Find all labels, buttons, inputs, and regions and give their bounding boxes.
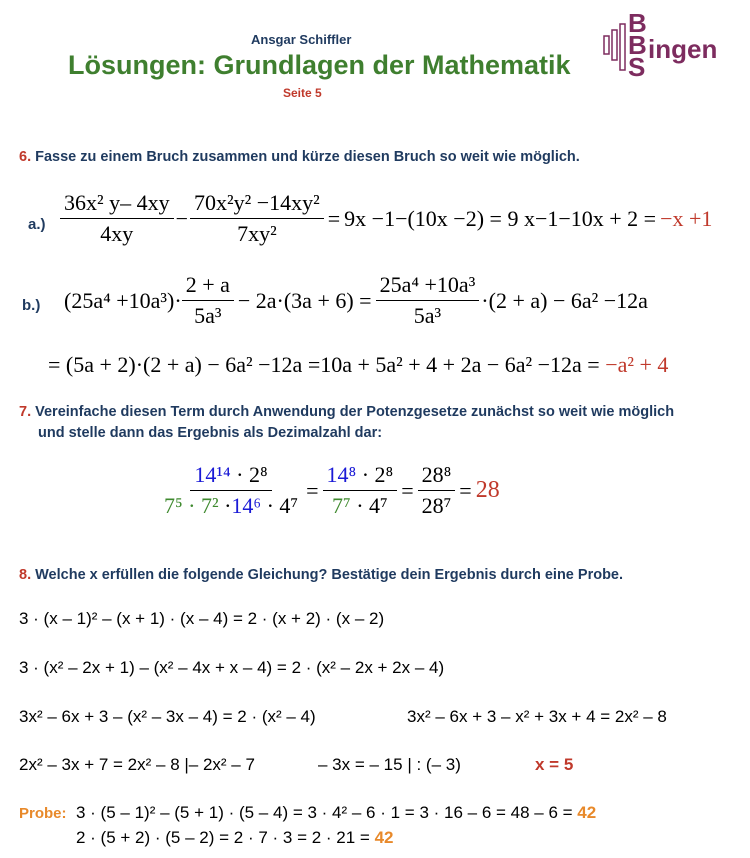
probe-steps-1: 3 · (5 – 1)² – (5 + 1) · (5 – 4) = 3 · 4² – 6 · 1 = 3 · 16 – 6 = 48 – 6 = — [76, 803, 573, 822]
part-b-line-2 — [48, 352, 668, 378]
solution-x: x = 5 — [535, 755, 574, 774]
author: Ansgar Schiffler — [251, 32, 352, 47]
task-7-equation: $\frac{\text{14¹⁴ · 2⁸}}{\text{7⁵ · 7² ·14⁶ · 4⁷}}$ = $\frac{\text{14⁸ · 2⁸}}{\text{7⁷ · 4⁷}}$ = $\frac{\text{28⁸}}{\text{28⁷}}$ = 28 — [160, 462, 500, 519]
task-number: 7. — [19, 404, 32, 420]
task-text: Fasse zu einem Bruch zusammen und kürze diesen Bruch so weit wie möglich. — [35, 149, 580, 165]
part-b-equation: (25a⁴ +10a³)· $\frac{2 + a}{\text{5a³}}$ − 2a·(3a + 6) = $\frac{\text{25a⁴ +10a³}}{\text{5a³}}$ ·(2 + a) − 6a² −12a — [64, 272, 648, 328]
fraction: $\frac{\text{36x² y– 4xy}}{4xy}$ — [60, 190, 174, 247]
logo-letter-s: S — [628, 52, 646, 82]
task-7-heading-line-2: und stelle dann das Ergebnis als Dezimalzahl dar: — [38, 425, 383, 441]
part-a-result: 9x −1−(10x −2) = 9 x−1−10x + 2 = — [344, 205, 657, 231]
fraction: $\frac{\text{70x²y² −14xy²}}{\text{7xy²}}$ — [190, 190, 324, 247]
equation-line-2: 3 · (x² – 2x + 1) – (x² – 4x + x – 4) = 2 · (x² – 2x + 2x – 4) — [19, 658, 445, 677]
task-text: Welche x erfüllen die folgende Gleichung? Bestätige dein Ergebnis durch eine Probe. — [35, 567, 624, 583]
equation-line-1: 3 · (x – 1)² – (x + 1) · (x – 4) = 2 · (x + 2) · (x – 2) — [19, 609, 385, 628]
task-6-heading — [19, 149, 580, 165]
equation-line-4b: – 3x = – 15 | : (– 3) — [318, 755, 461, 774]
part-b-final: −a² + 4 — [605, 352, 669, 377]
logo-letter-b1: B — [628, 8, 647, 38]
part-b-steps: = (5a + 2)·(2 + a) − 6a² −12a =10a + 5a² + 4 + 2a − 6a² −12a = — [48, 352, 600, 377]
fraction: $\frac{\text{25a⁴ +10a³}}{\text{5a³}}$ — [376, 272, 480, 329]
probe-label: Probe: — [19, 805, 67, 822]
probe-result-2: 42 — [374, 828, 394, 847]
probe-line-2 — [76, 828, 394, 848]
task-text-line-1: Vereinfache diesen Term durch Anwendung der Potenzgesetze zunächst so weit wie möglich — [35, 404, 675, 420]
task-number: 8. — [19, 567, 32, 583]
fraction: $\frac{\text{14¹⁴ · 2⁸}}{\text{7⁵ · 7² ·14⁶ · 4⁷}}$ — [164, 462, 299, 518]
fraction: $\frac{2 + a}{\text{5a³}}$ — [182, 272, 234, 329]
probe-line-1 — [76, 803, 596, 823]
fraction: $\frac{\text{28⁸}}{\text{28⁷}}$ — [418, 462, 456, 519]
page-title: Lösungen: Grundlagen der Mathematik — [68, 50, 571, 80]
task-8-heading — [19, 567, 623, 583]
probe-steps-2: 2 · (5 + 2) · (5 – 2) = 2 · 7 · 3 = 2 · 21 = — [76, 828, 370, 847]
task-number: 6. — [19, 149, 32, 165]
part-a-final: −x +1 — [660, 205, 713, 231]
task-7-heading — [19, 404, 674, 420]
logo-word: ingen — [648, 34, 718, 64]
page-number: Seite 5 — [283, 86, 322, 100]
equation-line-3a: 3x² – 6x + 3 – (x² – 3x – 4) = 2 · (x² – 4) — [19, 707, 316, 726]
part-a-label: a.) — [28, 216, 46, 233]
school-logo — [600, 10, 740, 85]
fraction: $\frac{\text{14⁸ · 2⁸}}{\text{7⁷ · 4⁷}}$ — [323, 462, 398, 519]
part-a-equation: $\frac{\text{36x² y– 4xy}}{4xy}$ − $\frac{\text{70x²y² −14xy²}}{\text{7xy²}}$ = 9x −1−(10x −2) = 9 x−1−10x + 2 = −x +1 — [60, 190, 712, 247]
logo-letter-b2: B — [628, 30, 647, 60]
task-7-result: 28 — [475, 477, 500, 503]
equation-line-3b: 3x² – 6x + 3 – x² + 3x + 4 = 2x² – 8 — [407, 707, 667, 726]
part-b-label: b.) — [22, 297, 41, 314]
equation-line-4a: 2x² – 3x + 7 = 2x² – 8 |– 2x² – 7 — [19, 755, 255, 774]
probe-result-1: 42 — [577, 803, 597, 822]
